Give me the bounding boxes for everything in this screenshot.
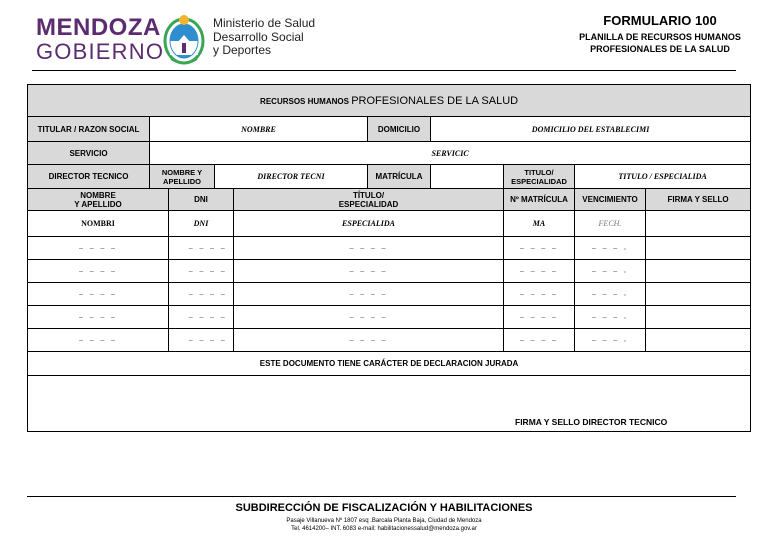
director-label: DIRECTOR TECNICO: [28, 165, 150, 189]
row-dni-cell[interactable]: DNI: [169, 211, 234, 237]
row-especialidad-cell[interactable]: – – – –: [234, 283, 504, 306]
row-dni-cell[interactable]: – – – –: [169, 329, 234, 352]
row-matricula-cell[interactable]: – – – –: [504, 329, 575, 352]
titulo-esp-field[interactable]: TITULO / ESPECIALIDA: [575, 165, 751, 189]
matricula-field[interactable]: [431, 165, 504, 189]
ministry-name: [213, 17, 315, 58]
titular-field[interactable]: NOMBRE: [150, 117, 368, 142]
signature-label: FIRMA Y SELLO DIRECTOR TECNICO: [515, 417, 668, 427]
table-row: [28, 237, 751, 260]
row-nombre-cell[interactable]: NOMBRI: [28, 211, 169, 237]
row-especialidad-cell[interactable]: – – – –: [234, 329, 504, 352]
row-especialidad-cell[interactable]: – – – –: [234, 306, 504, 329]
row-matricula-cell[interactable]: – – – –: [504, 237, 575, 260]
row-matricula-cell[interactable]: – – – –: [504, 283, 575, 306]
column-header-dni: DNI: [169, 189, 234, 211]
ministry-line-1: Ministerio de Salud: [213, 16, 316, 30]
column-header-titulo-line-1: TÍTULO/: [352, 190, 385, 200]
coat-of-arms-icon: [163, 11, 205, 65]
row-firma-cell[interactable]: [646, 306, 751, 329]
human-resources-form: [27, 84, 751, 432]
row-fecha-cell[interactable]: – – – -: [575, 283, 646, 306]
form-subtitle-line-2: PROFESIONALES DE LA SALUD: [590, 44, 730, 54]
director-nombre-label-line-1: NOMBRE Y: [161, 167, 203, 177]
column-header-titulo-line-2: ESPECIALIDAD: [338, 199, 399, 209]
footer-title: SUBDIRECCIÓN DE FISCALIZACIÓN Y HABILITACIONES: [235, 502, 533, 514]
domicilio-label: DOMICILIO: [368, 117, 431, 142]
column-header-nombre-line-2: Y APELLIDO: [74, 199, 122, 209]
form-number: FORMULARIO 100: [603, 13, 717, 28]
director-nombre-label: [150, 165, 215, 189]
column-header-titulo: [234, 189, 504, 211]
footer-address-block: [0, 517, 768, 533]
row-nombre-cell[interactable]: – – – –: [28, 260, 169, 283]
row-dni-cell[interactable]: – – – –: [169, 306, 234, 329]
declaration-text: ESTE DOCUMENTO TIENE CARÁCTER DE DECLARACION JURADA: [28, 352, 751, 376]
table-row: [28, 329, 751, 352]
titular-label: TITULAR / RAZON SOCIAL: [28, 117, 150, 142]
matricula-label: MATRÍCULA: [368, 165, 431, 189]
row-firma-cell[interactable]: [646, 329, 751, 352]
row-fecha-cell[interactable]: – – – -: [575, 237, 646, 260]
row-firma-cell[interactable]: [646, 260, 751, 283]
footer-contact: Tel. 4614200– INT. 6083 e-mail: habilitacionessalud@mendoza.gov.ar: [291, 526, 477, 532]
form-subtitle: [540, 31, 768, 55]
column-header-matricula: Nº MATRÍCULA: [504, 189, 575, 211]
table-row: [28, 211, 751, 237]
row-firma-cell[interactable]: [646, 211, 751, 237]
government-logo: [36, 14, 165, 64]
row-nombre-cell[interactable]: – – – –: [28, 237, 169, 260]
row-fecha-cell[interactable]: FECH.: [575, 211, 646, 237]
ministry-line-3: y Deportes: [213, 43, 272, 57]
row-matricula-cell[interactable]: – – – –: [504, 306, 575, 329]
servicio-label: SERVICIO: [28, 142, 150, 165]
table-title-small: PROFESIONALES DE LA SALUD: [351, 94, 519, 107]
table-row: [28, 306, 751, 329]
row-nombre-cell[interactable]: – – – –: [28, 329, 169, 352]
director-field[interactable]: DIRECTOR TECNI: [215, 165, 368, 189]
row-especialidad-cell[interactable]: ESPECIALIDA: [234, 211, 504, 237]
table-title-main: RECURSOS HUMANOS: [260, 96, 349, 106]
titulo-esp-label-line-1: TITULO/: [524, 167, 554, 177]
titulo-esp-label: [504, 165, 575, 189]
logo-gobierno-text: GOBIERNO: [36, 39, 165, 64]
row-dni-cell[interactable]: – – – –: [169, 237, 234, 260]
row-nombre-cell[interactable]: – – – –: [28, 283, 169, 306]
row-especialidad-cell[interactable]: – – – –: [234, 237, 504, 260]
ministry-line-2: Desarrollo Social: [213, 29, 304, 44]
row-nombre-cell[interactable]: – – – –: [28, 306, 169, 329]
column-header-nombre: [28, 189, 169, 211]
row-matricula-cell[interactable]: MA: [504, 211, 575, 237]
row-dni-cell[interactable]: – – – –: [169, 283, 234, 306]
table-row: [28, 260, 751, 283]
row-fecha-cell[interactable]: – – – -: [575, 260, 646, 283]
servicio-field[interactable]: SERVICIC: [150, 142, 751, 165]
footer-address: Pasaje Villanueva Nº 1807 esq .Barcala Planta Baja, Ciudad de Mendoza: [286, 518, 482, 524]
column-header-firma: FIRMA Y SELLO: [646, 189, 751, 211]
footer-divider: [27, 496, 736, 497]
director-signature-area[interactable]: [28, 376, 751, 432]
row-matricula-cell[interactable]: – – – –: [504, 260, 575, 283]
domicilio-field[interactable]: DOMICILIO DEL ESTABLECIMI: [431, 117, 751, 142]
row-firma-cell[interactable]: [646, 237, 751, 260]
row-dni-cell[interactable]: – – – –: [169, 260, 234, 283]
director-nombre-label-line-2: APELLIDO: [163, 176, 201, 186]
logo-mendoza-text: MENDOZA: [36, 14, 161, 41]
header-divider: [32, 70, 736, 71]
table-row: [28, 283, 751, 306]
form-subtitle-line-1: PLANILLA DE RECURSOS HUMANOS: [579, 32, 741, 42]
column-header-vencimiento: VENCIMIENTO: [575, 189, 646, 211]
row-fecha-cell[interactable]: – – – -: [575, 329, 646, 352]
titulo-esp-label-line-2: ESPECIALIDAD: [511, 176, 567, 186]
row-fecha-cell[interactable]: – – – -: [575, 306, 646, 329]
column-header-nombre-line-1: NOMBRE: [80, 190, 116, 200]
table-title: [28, 85, 751, 117]
row-especialidad-cell[interactable]: – – – –: [234, 260, 504, 283]
row-firma-cell[interactable]: [646, 283, 751, 306]
